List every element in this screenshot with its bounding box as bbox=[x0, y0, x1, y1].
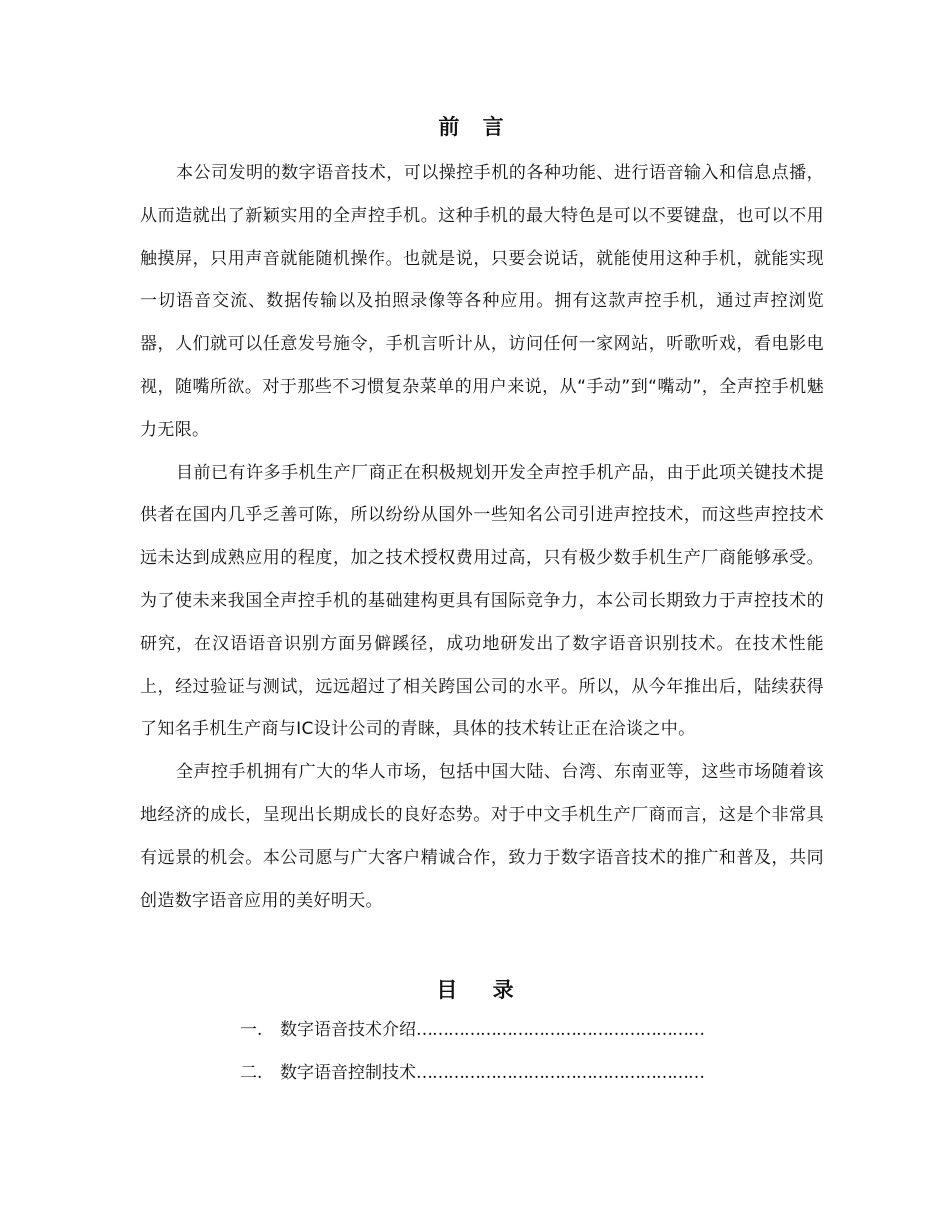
preface-title: 前 言 bbox=[438, 115, 512, 139]
toc-entry-2[interactable] bbox=[240, 1059, 770, 1088]
preface-paragraph-3: 全声控手机拥有广大的华人市场，包括中国大陆、台湾、东南亚等，这些市场随着该地经济的成长，呈现出长期成长的良好态势。对于中文手机生产厂商而言，这是个非常具有远景的机会。本公司愿与广大客户精诚合作，致力于数字语音技术的推广和普及，共同创造数字语音应用的美好明天。 bbox=[140, 762, 824, 911]
toc-dot-leader: ……………………………………………… bbox=[416, 1063, 704, 1083]
preface-body bbox=[140, 152, 824, 922]
toc-title: 目 录 bbox=[436, 978, 528, 1002]
preface-paragraph-1: 本公司发明的数字语音技术，可以操控手机的各种功能、进行语音输入和信息点播，从而造就出了新颖实用的全声控手机。这种手机的最大特色是可以不要键盘，也可以不用触摸屏，只用声音就能随机操作。也就是说，只要会说话，就能使用这种手机，就能实现一切语音交流、数据传输以及拍照录像等各种应用。拥有这款声控手机，通过声控浏览器，人们就可以任意发号施令，手机言听计从，访问任何一家网站，听歌听戏，看电影电视，随嘴所欲。对于那些不习惯复杂菜单的用户来说，从“手动”到“嘴动”，全声控手机魅力无限。 bbox=[140, 163, 824, 440]
preface-paragraph-2: 目前已有许多手机生产厂商正在积极规划开发全声控手机产品，由于此项关键技术提供者在国内几乎乏善可陈，所以纷纷从国外一些知名公司引进声控技术，而这些声控技术远未达到成熟应用的程度，加之技术授权费用过高，只有极少数手机生产厂商能够承受。为了使未来我国全声控手机的基础建构更具有国际竞争力，本公司长期致力于声控技术的研究，在汉语语音识别方面另僻蹊径，成功地研发出了数字语音识别技术。在技术性能上，经过验证与测试，远远超过了相关跨国公司的水平。所以，从今年推出后，陆续获得了知名手机生产商与IC设计公司的青睐，具体的技术转让正在洽谈之中。 bbox=[140, 462, 824, 740]
toc-entry-label: 数字语音控制技术 bbox=[280, 1063, 416, 1083]
toc-dot-leader: ……………………………………………… bbox=[416, 1020, 704, 1040]
table-of-contents bbox=[240, 1016, 770, 1102]
toc-entry-number: 二. bbox=[240, 1063, 263, 1083]
toc-entry-number: 一. bbox=[240, 1020, 263, 1040]
toc-entry-1[interactable] bbox=[240, 1016, 770, 1045]
toc-entry-label: 数字语音技术介绍 bbox=[280, 1020, 416, 1040]
